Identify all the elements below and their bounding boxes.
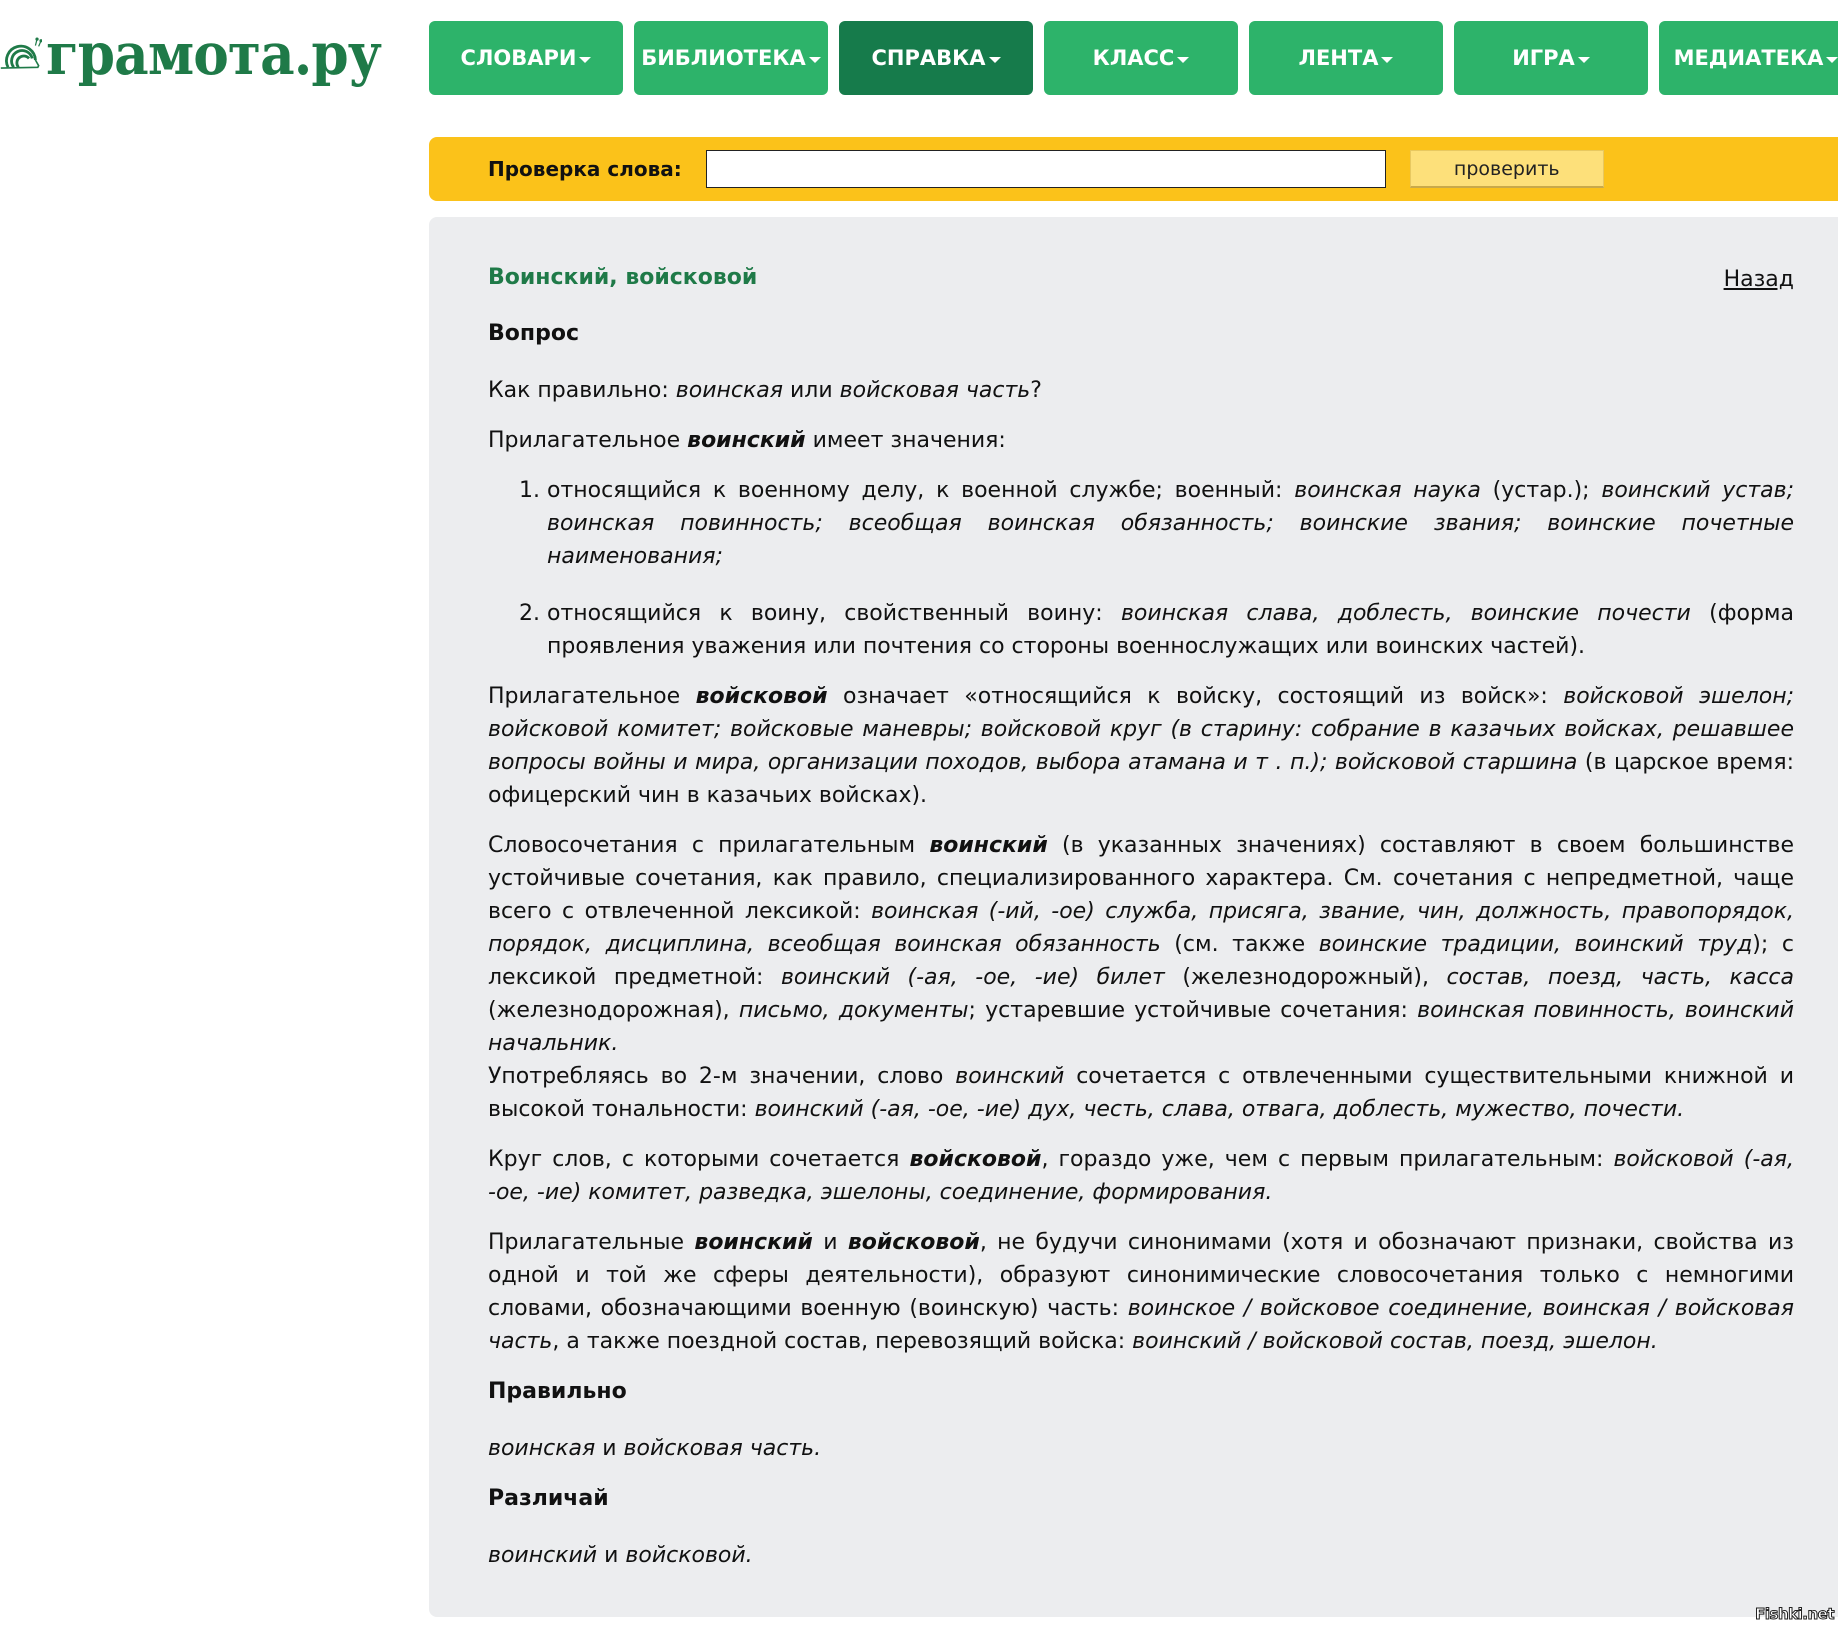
example-text: воинская слава, доблесть, воинские почести: [1120, 601, 1691, 626]
text-run: (устар.);: [1480, 478, 1602, 503]
text-run: (в царское время: офицерский чин в казачьих войсках).: [488, 750, 1794, 808]
example-text: войсковая часть: [839, 378, 1031, 403]
paragraph-second-meaning: [488, 1060, 1794, 1126]
nav-item-label: СЛОВАРИ: [460, 46, 577, 70]
watermark: Fishki.net: [1755, 1605, 1834, 1623]
text-run: относящийся к военному делу, к военной службе; военный:: [547, 478, 1295, 503]
paragraph-collocations: [488, 829, 1794, 1060]
nav-item-label: СПРАВКА: [871, 46, 986, 70]
back-link[interactable]: Назад: [1723, 267, 1794, 292]
word-check-input[interactable]: [706, 150, 1386, 188]
example-text: воинская: [675, 378, 783, 403]
question-heading: Вопрос: [488, 321, 579, 346]
text-run: (см. также: [1160, 932, 1319, 957]
text-run: Прилагательные: [488, 1230, 695, 1255]
nav-item-slovari[interactable]: [429, 21, 623, 95]
example-text: войсковой.: [625, 1543, 753, 1568]
nav-item-igra[interactable]: [1454, 21, 1648, 95]
example-text: воинские традиции, воинский труд: [1318, 932, 1753, 957]
example-text: воинский (-ая, -ое, -ие) дух, честь, слава, отвага, доблесть, мужество, почести.: [754, 1097, 1685, 1122]
example-text: воинский (-ая, -ое, -ие) билет: [780, 965, 1165, 990]
text-run: или: [782, 378, 840, 403]
snail-logo-icon: [0, 9, 42, 99]
word-check-label: Проверка слова:: [488, 157, 682, 181]
keyword: войсковой: [695, 684, 828, 709]
nav-item-label: БИБЛИОТЕКА: [641, 46, 806, 70]
meanings-list: [488, 474, 1794, 663]
text-run: (форма проявления уважения или почтения со стороны военнослужащих или воинских частей).: [547, 601, 1795, 659]
nav-item-label: ЛЕНТА: [1298, 46, 1379, 70]
caret-down-icon: [1177, 57, 1189, 63]
example-text: войсковая часть.: [623, 1436, 822, 1461]
text-run: ); с лексикой предметной:: [488, 932, 1794, 990]
example-text: воинская наука: [1294, 478, 1481, 503]
text-run: Прилагательное: [488, 428, 688, 453]
logo-text: грамота.ру: [45, 20, 381, 88]
text-run: Круг слов, с которыми сочетается: [488, 1147, 910, 1172]
text-run: Прилагательное: [488, 684, 696, 709]
distinguish-heading: Различай: [488, 1486, 609, 1511]
example-text: воинский: [955, 1064, 1065, 1089]
nav-item-mediateka[interactable]: [1659, 21, 1838, 95]
paragraph-voyskovoy: [488, 680, 1794, 812]
text-run: ?: [1030, 378, 1042, 403]
text-run: , а также поездной состав, перевозящий войска:: [552, 1329, 1133, 1354]
text-run: и: [595, 1436, 624, 1461]
list-item: [547, 597, 1794, 663]
example-text: письмо, документы: [738, 998, 969, 1023]
text-run: , не будучи синонимами (хотя и обозначают признаки, свойства из одной и той же сферы деятельности), образуют синонимические словосочетания только с немногими словами, обозначающими военную (воинскую) часть:: [488, 1230, 1794, 1321]
nav-item-klass[interactable]: [1044, 21, 1238, 95]
article-header: [488, 261, 1794, 301]
text-run: ; устаревшие устойчивые сочетания:: [968, 998, 1418, 1023]
text-run: (железнодорожная),: [488, 998, 739, 1023]
article: [488, 217, 1794, 1572]
page-title: Воинский, войсковой: [488, 265, 758, 290]
list-item: [547, 474, 1794, 573]
correct-heading: Правильно: [488, 1379, 627, 1404]
paragraph-voyskovoy-range: [488, 1143, 1794, 1209]
keyword: войсковой: [909, 1147, 1042, 1172]
nav-item-label: ИГРА: [1512, 46, 1575, 70]
text-run: (железнодорожный),: [1164, 965, 1447, 990]
text-run: означает «относящийся к войску, состоящий из войск»:: [827, 684, 1564, 709]
question-text: [488, 374, 1794, 407]
correct-answer: [488, 1432, 1794, 1465]
text-run: и: [597, 1543, 626, 1568]
caret-down-icon: [1381, 57, 1393, 63]
example-text: воинский / войсковой состав, поезд, эшелон.: [1132, 1329, 1658, 1354]
nav-item-label: КЛАСС: [1092, 46, 1175, 70]
paragraph-synonymic: [488, 1226, 1794, 1358]
example-text: воинский: [488, 1543, 598, 1568]
text-run: и: [812, 1230, 848, 1255]
main-nav: [429, 21, 1838, 95]
keyword: воинский: [687, 428, 806, 453]
example-text: состав, поезд, часть, касса: [1446, 965, 1794, 990]
keyword: войсковой: [847, 1230, 980, 1255]
example-text: воинская: [488, 1436, 596, 1461]
text-run: Как правильно:: [488, 378, 676, 403]
text-run: Употребляясь во 2-м значении, слово: [488, 1064, 956, 1089]
nav-item-spravka[interactable]: [839, 21, 1033, 95]
voinsky-intro: [488, 424, 1794, 457]
caret-down-icon: [1578, 57, 1590, 63]
distinguish-text: [488, 1539, 1794, 1572]
check-button[interactable]: проверить: [1410, 150, 1604, 188]
example-text: войсковой (-ая, -ое, -ие) комитет, разведка, эшелоны, соединение, формирования.: [488, 1147, 1795, 1205]
text-run: относящийся к воину, свойственный воину:: [547, 601, 1121, 626]
site-logo[interactable]: [0, 6, 410, 102]
example-text: воинский устав; воинская повинность; всеобщая воинская обязанность; воинские звания; воинские почетные наименования;: [547, 478, 1795, 569]
text-run: имеет значения:: [805, 428, 1006, 453]
nav-item-lenta[interactable]: [1249, 21, 1443, 95]
text-run: сочетается с отвлеченными существительными книжной и высокой тональности:: [488, 1064, 1795, 1122]
nav-item-label: МЕДИАТЕКА: [1673, 46, 1824, 70]
word-check-bar: [429, 137, 1838, 201]
text-run: , гораздо уже, чем с первым прилагательным:: [1041, 1147, 1614, 1172]
caret-down-icon: [989, 57, 1001, 63]
example-text: воинская (-ий, -ое) служба, присяга, звание, чин, должность, правопорядок, порядок, дисциплина, всеобщая воинская обязанность: [488, 899, 1794, 957]
example-text: воинское / войсковое соединение, воинская / войсковая часть: [488, 1296, 1794, 1354]
text-run: (в указанных значениях) составляют в своем большинстве устойчивые сочетания, как правило, специализированного характера. См. сочетания с непредметной, чаще всего с отвлеченной лексикой:: [488, 833, 1794, 924]
caret-down-icon: [1826, 57, 1838, 63]
keyword: воинский: [694, 1230, 813, 1255]
nav-item-biblioteka[interactable]: [634, 21, 828, 95]
caret-down-icon: [809, 57, 821, 63]
content-panel: [429, 217, 1838, 1617]
caret-down-icon: [579, 57, 591, 63]
text-run: Словосочетания с прилагательным: [488, 833, 930, 858]
example-text: воинская повинность, воинский начальник.: [488, 998, 1794, 1056]
keyword: воинский: [929, 833, 1048, 858]
example-text: войсковой эшелон; войсковой комитет; войсковые маневры; войсковой круг (в старину: собрание в казачьих войсках, решавшее вопросы войны и мира, организации походов, выбора атамана и т . п.); войсковой старшина: [488, 684, 1795, 775]
